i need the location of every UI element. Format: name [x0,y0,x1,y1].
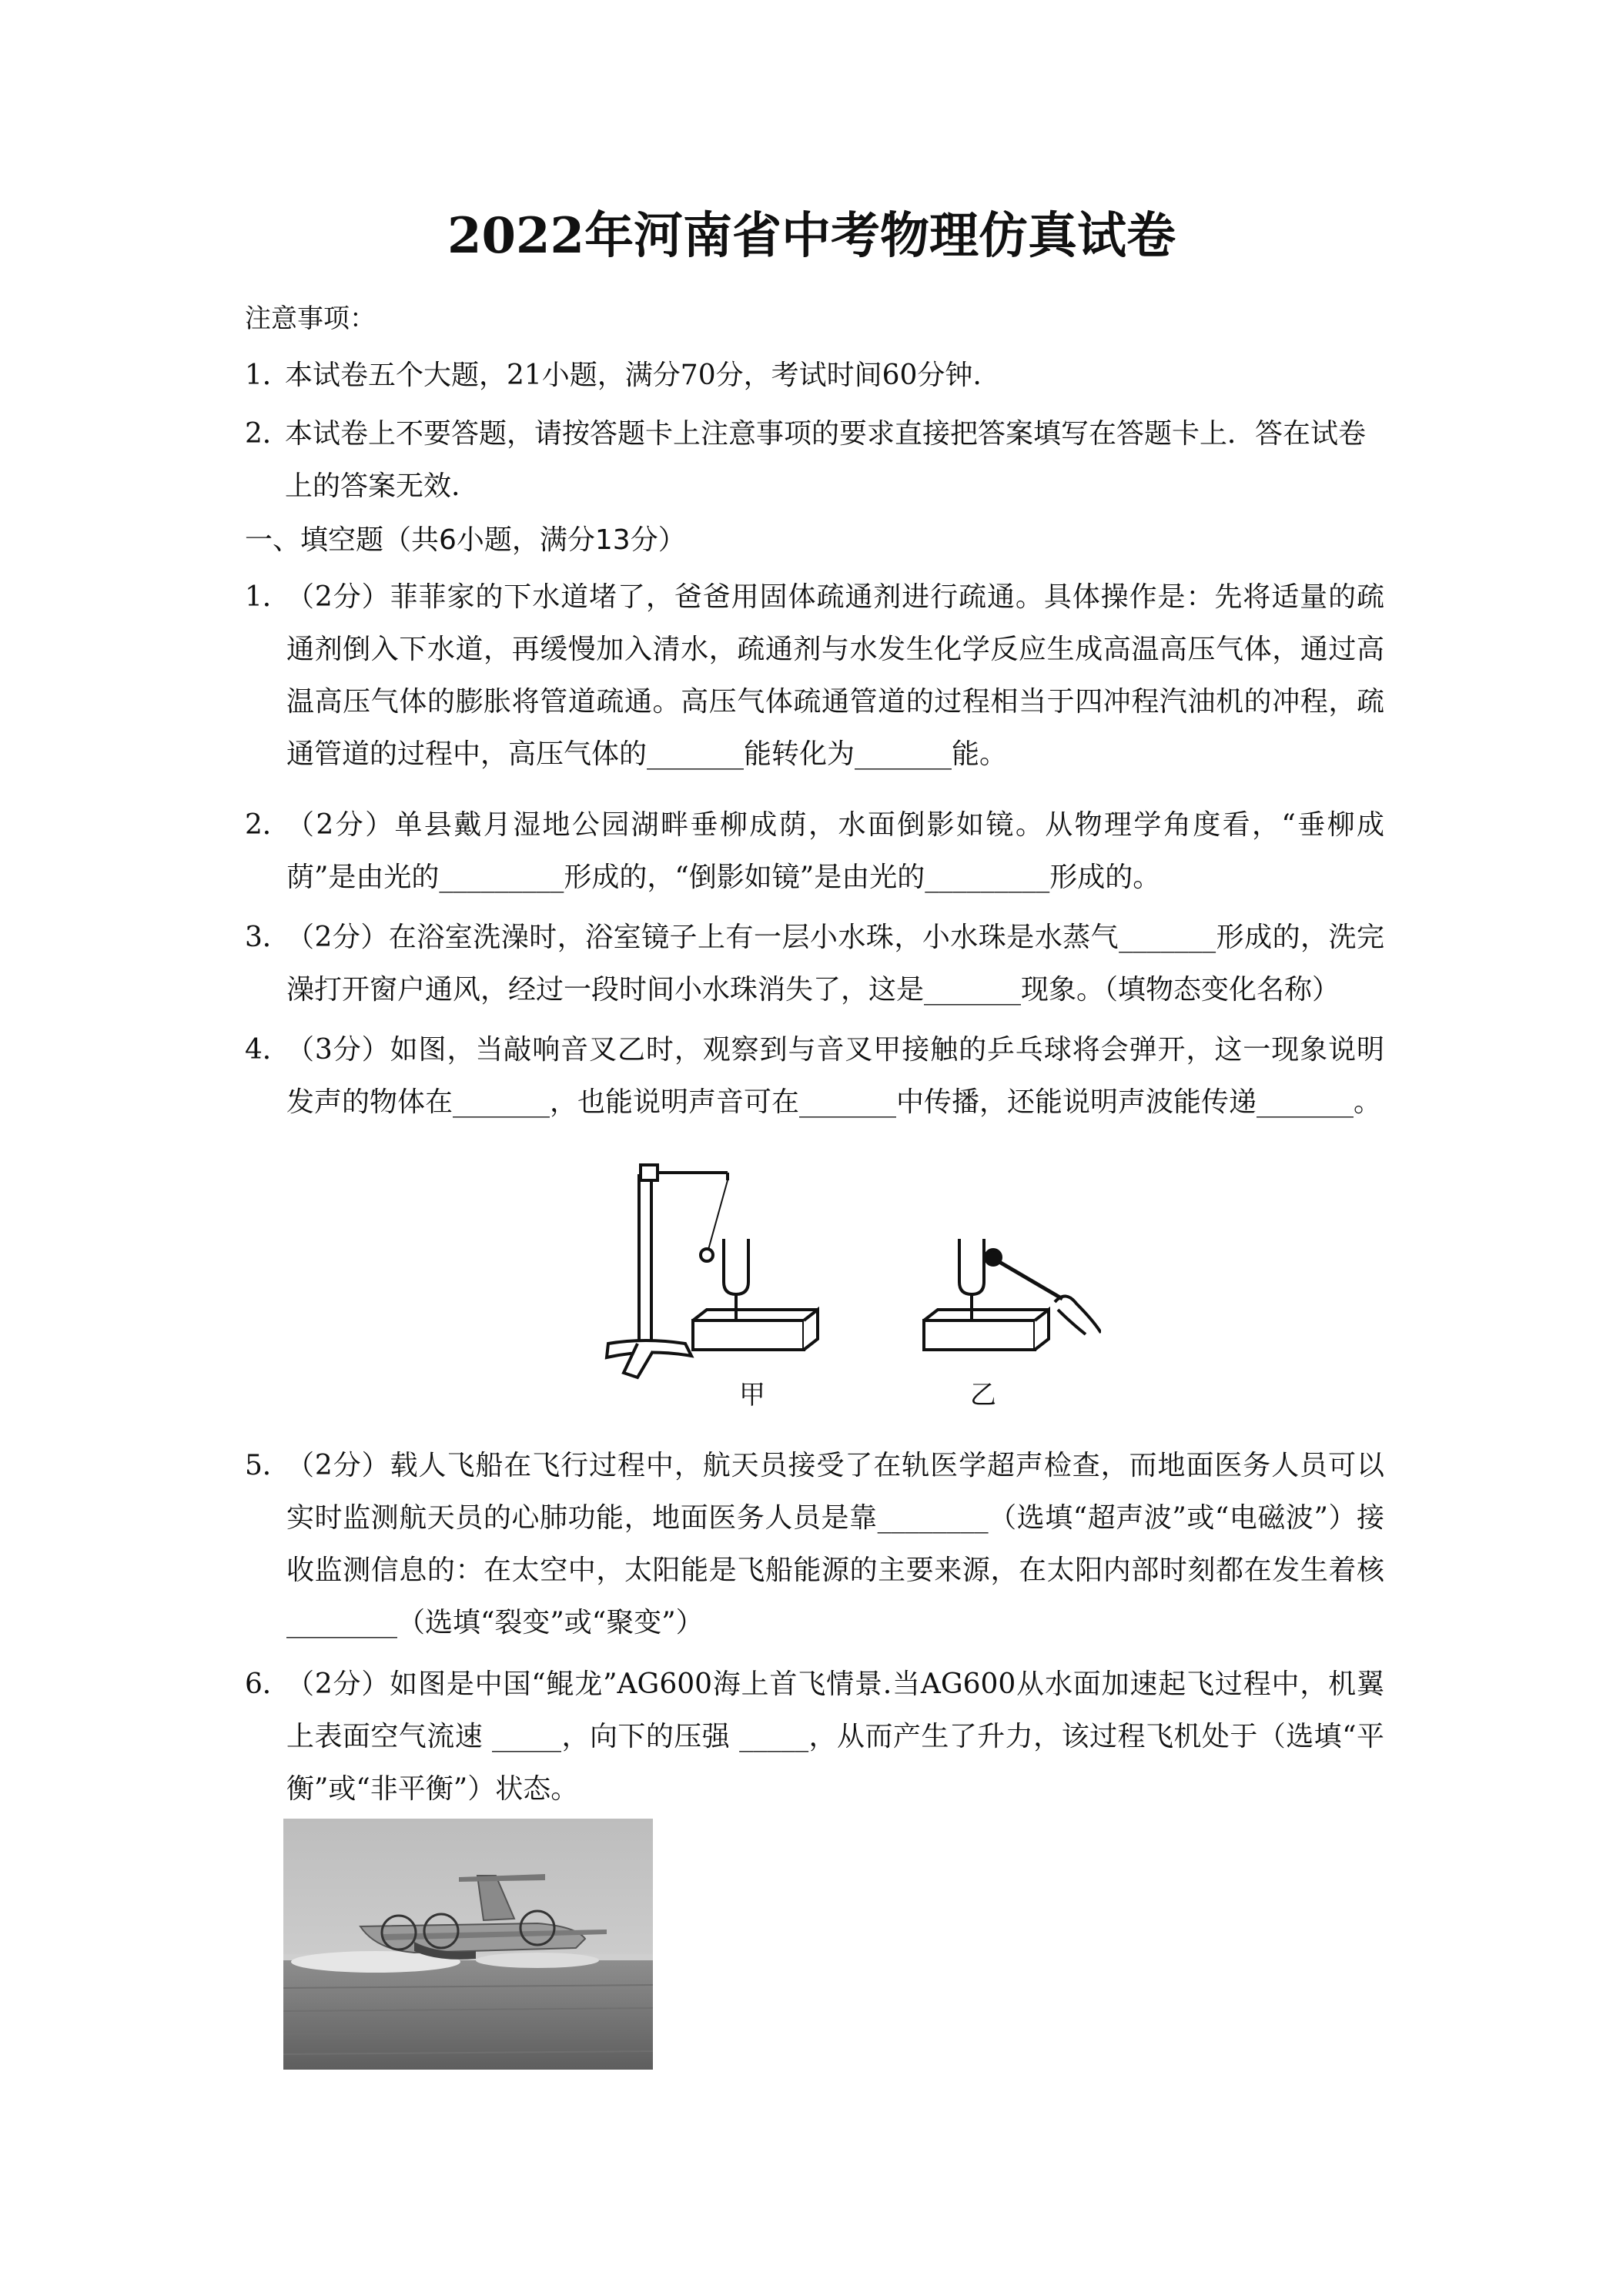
question-text: （2分）如图是中国“鲲龙”AG600海上首飞情景.当AG600从水面加速起飞过程中，机翼上表面空气流速 _____，向下的压强 _____，从而产生了升力，该过程飞机处于（选填“平衡”或“非平衡”）状态。 [286,1668,1384,1805]
note-text: 本试卷五个大题，21小题，满分70分，考试时间60分钟. [285,360,982,391]
page-title: 2022年河南省中考物理仿真试卷 [447,207,1176,265]
question-number: 5． [245,1450,290,1481]
note-item-1 [245,350,1384,402]
section-heading: 一、填空题（共6小题，满分13分） [245,524,686,556]
question-text: （3分）如图，当敲响音叉乙时，观察到与音叉甲接触的乒乓球将会弹开，这一现象说明发声的物体在_______，也能说明声音可在_______中传播，还能说明声波能传递_______。 [286,1034,1384,1118]
question-2 [245,799,1384,904]
question-number: 3． [245,922,290,953]
figure-label-jia: 甲 [739,1380,765,1411]
question-3 [245,912,1384,1016]
question-number: 6． [245,1668,290,1700]
question-4 [245,1024,1384,1129]
question-text: （2分）在浴室洗澡时，浴室镜子上有一层小水珠，小水珠是水蒸气_______形成的，洗完澡打开窗户通风，经过一段时间小水珠消失了，这是_______现象。（填物态变化名称） [286,922,1384,1006]
tuning-fork-figure [593,1159,1101,1413]
question-1 [245,571,1384,781]
notes-label: 注意事项： [245,303,376,334]
figure-label-yi: 乙 [970,1380,996,1411]
note-number: 1． [245,360,290,391]
question-text: （2分）单县戴月湿地公园湖畔垂柳成荫，水面倒影如镜。从物理学角度看，“垂柳成荫”是由光的_________形成的，“倒影如镜”是由光的_________形成的。 [286,809,1384,893]
question-number: 2． [245,809,290,841]
question-text: （2分）载人飞船在飞行过程中，航天员接受了在轨医学超声检查，而地面医务人员可以实时监测航天员的心肺功能，地面医务人员是靠________（选填“超声波”或“电磁波”）接收监测信息的：在太空中，太阳能是飞船能源的主要来源，在太阳内部时刻都在发生着核________（选填“裂变”或“聚变”） [286,1450,1384,1638]
question-number: 4． [245,1034,290,1066]
question-number: 1． [245,581,290,613]
seaplane-photo [283,1819,653,2070]
question-5 [245,1440,1384,1649]
note-item-2 [245,408,1384,513]
question-6 [245,1658,1384,1816]
question-text: （2分）菲菲家的下水道堵了，爸爸用固体疏通剂进行疏通。具体操作是：先将适量的疏通剂倒入下水道，再缓慢加入清水，疏通剂与水发生化学反应生成高温高压气体，通过高温高压气体的膨胀将管道疏通。高压气体疏通管道的过程相当于四冲程汽油机的冲程，疏通管道的过程中，高压气体的_______能转化为_______能。 [286,581,1384,770]
note-number: 2． [245,418,290,450]
note-text: 本试卷上不要答题，请按答题卡上注意事项的要求直接把答案填写在答题卡上．答在试卷上的答案无效. [285,418,1367,502]
